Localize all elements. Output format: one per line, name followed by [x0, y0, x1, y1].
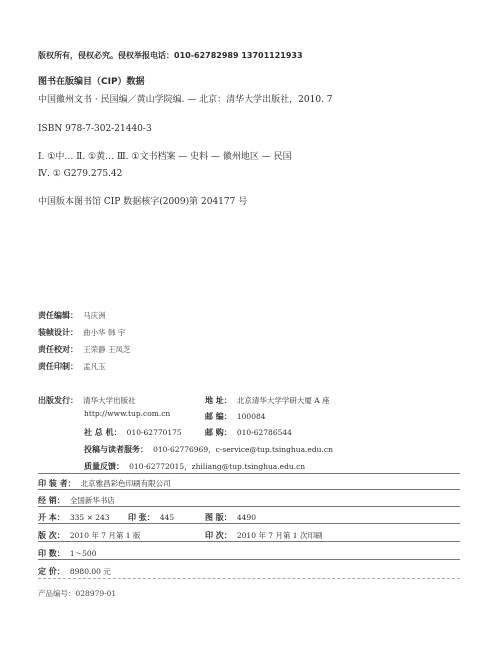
credit-value: 王荣静 王凤芝	[83, 345, 131, 354]
format-value: 335 × 243	[69, 513, 110, 522]
price-value: 8980.00 元	[69, 567, 111, 576]
submission-value: 010-62776969，c-service@tup.tsinghua.edu.cn	[153, 445, 333, 454]
divider	[38, 523, 460, 524]
sheets-row	[128, 509, 174, 523]
publisher-name: 清华大学出版社	[83, 396, 136, 405]
format-row	[38, 509, 110, 523]
sheets-label: 印 张：	[128, 513, 155, 522]
edition-value: 2010 年 7 月第 1 版	[69, 531, 141, 540]
credit-label: 责任校对：	[38, 345, 78, 354]
credit-label: 责任印制：	[38, 362, 78, 371]
price-label: 定 价：	[38, 567, 65, 576]
divider	[38, 506, 460, 507]
divider	[38, 489, 460, 490]
format-label: 开 本：	[38, 513, 65, 522]
switchboard-value: 010-62770175	[126, 428, 182, 437]
switchboard-row	[84, 424, 182, 438]
credit-value: 曲小华 韩 宇	[83, 328, 126, 337]
distributor-value: 全国新华书店	[69, 496, 115, 505]
printing-row	[205, 527, 322, 541]
price-row	[38, 563, 111, 577]
credit-proofreader	[38, 341, 130, 355]
cip-classification-1: Ⅰ. ①中… Ⅱ. ①黄… Ⅲ. ①文书档案 — 史料 — 徽州地区 — 民国	[38, 152, 292, 162]
distributor-row	[38, 492, 115, 506]
address-value: 北京清华大学学研大厦 A 座	[236, 396, 330, 405]
publisher-website: http://www.tup.com.cn	[84, 409, 171, 418]
credit-label: 装帧设计：	[38, 328, 78, 337]
cip-heading: 图书在版编目（CIP）数据	[38, 77, 145, 87]
printing-label: 印 次：	[205, 531, 232, 540]
distributor-label: 经 销：	[38, 496, 65, 505]
isbn: ISBN 978-7-302-21440-3	[38, 124, 152, 134]
copies-row	[38, 545, 96, 559]
copies-label: 印 数：	[38, 549, 65, 558]
credit-printing-manager	[38, 358, 106, 372]
publisher-row	[38, 392, 136, 406]
credit-value: 孟凡玉	[83, 362, 106, 371]
printing-value: 2010 年 7 月第 1 次印刷	[236, 531, 323, 540]
credit-editor	[38, 307, 106, 321]
plates-label: 图 版：	[205, 513, 232, 522]
printer-row	[38, 475, 171, 489]
cip-classification-2: Ⅳ. ① G279.275.42	[38, 169, 123, 179]
divider	[38, 578, 460, 579]
address-row	[205, 392, 330, 406]
cip-title-line: 中国徽州文书 · 民国编／黄山学院编. — 北京：清华大学出版社，2010. 7	[38, 95, 333, 105]
submission-label: 投稿与读者服务：	[84, 445, 148, 454]
divider	[38, 473, 460, 474]
edition-label: 版 次：	[38, 531, 65, 540]
divider	[38, 541, 460, 542]
printer-label: 印 装 者：	[38, 479, 76, 488]
plates-row	[205, 509, 256, 523]
postcode-value: 100084	[236, 412, 266, 421]
quality-feedback-label: 质量反馈：	[84, 462, 124, 471]
product-number: 产品编号：028979-01	[38, 589, 117, 598]
submission-row	[84, 441, 333, 455]
mail-order-row	[205, 424, 292, 438]
publisher-label: 出版发行：	[38, 396, 78, 405]
postcode-label: 邮 编：	[205, 412, 232, 421]
mail-order-label: 邮 购：	[205, 428, 232, 437]
credit-label: 责任编辑：	[38, 311, 78, 320]
switchboard-label: 社 总 机：	[84, 428, 122, 437]
credit-designer	[38, 324, 125, 338]
copies-value: 1～500	[69, 549, 97, 558]
quality-feedback-value: 010-62772015，zhiliang@tup.tsinghua.edu.cn	[129, 462, 306, 471]
quality-feedback-row	[84, 458, 305, 472]
address-label: 地 址：	[205, 396, 232, 405]
mail-order-value: 010-62786544	[236, 428, 292, 437]
credit-value: 马庆洲	[83, 311, 106, 320]
copyright-notice: 版权所有，侵权必究。侵权举报电话：010-62782989 13701121933	[38, 51, 303, 60]
divider	[38, 559, 460, 560]
edition-row	[38, 527, 140, 541]
plates-value: 4490	[236, 513, 256, 522]
cip-record-number: 中国版本图书馆 CIP 数据核字(2009)第 204177 号	[38, 197, 248, 207]
printer-value: 北京雅昌彩色印刷有限公司	[80, 479, 171, 488]
sheets-value: 445	[159, 513, 175, 522]
